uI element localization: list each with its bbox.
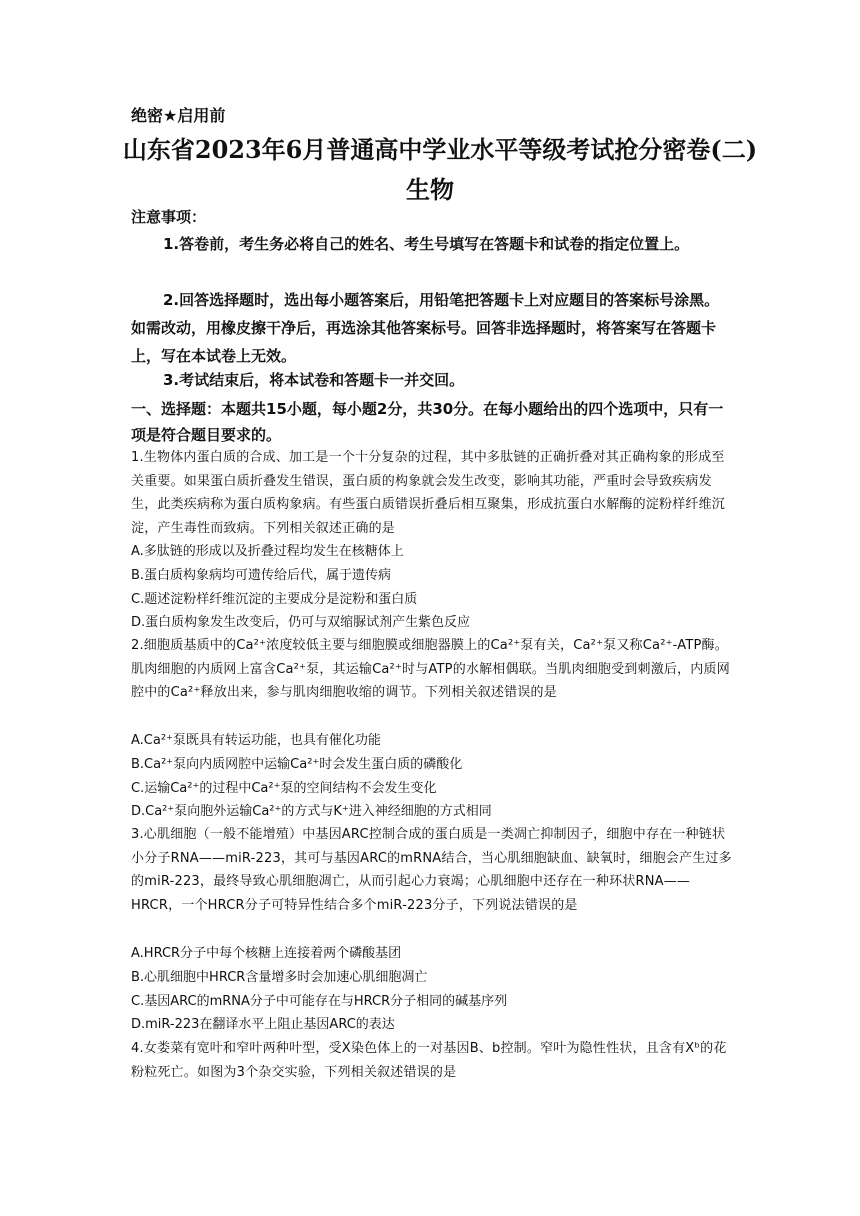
notice-item: 3.考试结束后，将本试卷和答题卡一并交回。 [163,371,465,389]
question-option: C.题述淀粉样纤维沉淀的主要成分是淀粉和蛋白质 [131,592,418,607]
question-stem: 3.心肌细胞（一般不能增殖）中基因ARC控制合成的蛋白质是一类凋亡抑制因子，细胞中存在一种链状小分子RNA——miR-223，其可与基因ARC的mRNA结合，当心肌细胞缺血、缺氧时，细胞会产生过多的miR-223，最终导致心肌细胞凋亡，从而引起心力衰竭；心肌细胞中还存在一种环状RNA——HRCR，一个HRCR分子可特异性结合多个miR-223分子，下列说法错误的是 [131,827,732,913]
question-stem: 1.生物体内蛋白质的合成、加工是一个十分复杂的过程，其中多肽链的正确折叠对其正确构象的形成至关重要。如果蛋白质折叠发生错误，蛋白质的构象就会发生改变，影响其功能，严重时会导致疾病发生，此类疾病称为蛋白质构象病。有些蛋白质错误折叠后相互聚集，形成抗蛋白水解酶的淀粉样纤维沉淀，产生毒性而致病。下列相关叙述正确的是 [131,450,726,536]
question-option: A.HRCR分子中每个核糖上连接着两个磷酸基团 [131,946,402,961]
notice-item: 1.答卷前，考生务必将自己的姓名、考生号填写在答题卡和试卷的指定位置上。 [163,235,690,253]
question-option: B.蛋白质构象病均可遗传给后代，属于遗传病 [131,568,392,583]
question-option: D.miR-223在翻译水平上阻止基因ARC的表达 [131,1017,395,1032]
section-heading: 一、选择题：本题共15小题，每小题2分，共30分。在每小题给出的四个选项中，只有一项是符合题目要求的。 [131,400,724,444]
exam-title: 山东省2023年6月普通高中学业水平等级考试抢分密卷(二) [122,135,758,164]
question-option: A.Ca²⁺泵既具有转运功能，也具有催化功能 [131,733,381,748]
question-stem: 2.细胞质基质中的Ca²⁺浓度较低主要与细胞膜或细胞器膜上的Ca²⁺泵有关，Ca²⁺泵又称Ca²⁺-ATP酶。肌肉细胞的内质网上富含Ca²⁺泵，其运输Ca²⁺时与ATP的水解相偶联。当肌肉细胞受到刺激后，内质网腔中的Ca²⁺释放出来，参与肌肉细胞收缩的调节。下列相关叙述错误的是 [131,638,730,700]
question-option: D.蛋白质构象发生改变后，仍可与双缩脲试剂产生紫色反应 [131,615,471,630]
question-stem: 4.女娄菜有宽叶和窄叶两种叶型，受X染色体上的一对基因B、b控制。窄叶为隐性性状，且含有Xᵇ的花粉粒死亡。如图为3个杂交实验，下列相关叙述错误的是 [131,1041,727,1080]
question-option: C.基因ARC的mRNA分子中可能存在与HRCR分子相同的碱基序列 [131,994,508,1009]
notice-heading: 注意事项： [131,208,207,226]
question-option: B.Ca²⁺泵向内质网腔中运输Ca²⁺时会发生蛋白质的磷酸化 [131,757,463,772]
question-option: D.Ca²⁺泵向胞外运输Ca²⁺的方式与K⁺进入神经细胞的方式相同 [131,804,492,819]
subject-title: 生物 [406,175,454,204]
question-option: B.心肌细胞中HRCR含量增多时会加速心肌细胞凋亡 [131,970,428,985]
confidential-label: 绝密★启用前 [131,106,226,125]
question-option: A.多肽链的形成以及折叠过程均发生在核糖体上 [131,544,404,559]
question-option: C.运输Ca²⁺的过程中Ca²⁺泵的空间结构不会发生变化 [131,781,437,796]
notice-item: 2.回答选择题时，选出每小题答案后，用铅笔把答题卡上对应题目的答案标号涂黑。如需改动，用橡皮擦干净后，再选涂其他答案标号。回答非选择题时，将答案写在答题卡上，写在本试卷上无效。 [131,291,720,365]
